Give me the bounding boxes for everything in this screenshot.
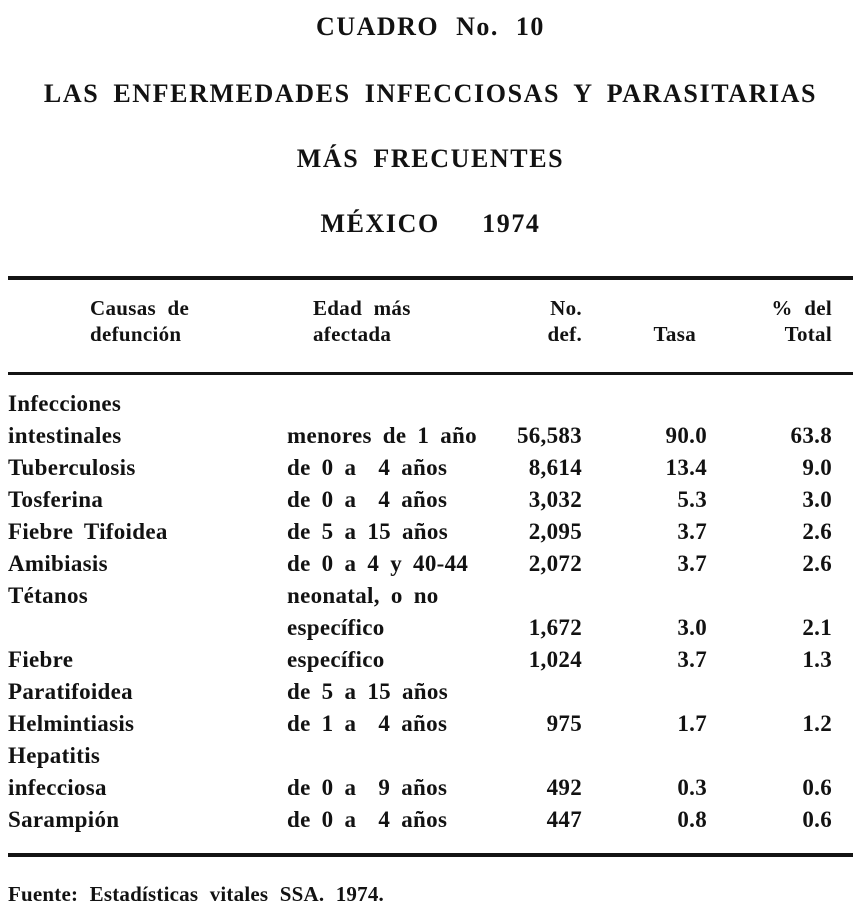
rate-cell: 3.7 — [677, 518, 707, 544]
table-row — [8, 420, 853, 452]
cause-cell: Paratifoidea — [8, 678, 133, 704]
age-cell: de 0 a 4 años — [287, 486, 448, 512]
column-header-age: Edad más afectada — [313, 295, 423, 346]
age-cell: específico — [287, 646, 385, 672]
rate-cell: 0.3 — [677, 774, 707, 800]
deaths-cell: 1,024 — [528, 646, 582, 672]
rate-cell: 1.7 — [677, 710, 707, 736]
table-body — [8, 375, 853, 853]
age-cell: de 5 a 15 años — [287, 678, 448, 704]
table-row — [8, 708, 853, 740]
deaths-cell: 1,672 — [528, 614, 582, 640]
table-row — [8, 740, 853, 772]
column-header-rate: Tasa — [653, 321, 696, 346]
table-row — [8, 676, 853, 708]
table-row — [8, 804, 853, 836]
table-header-row — [8, 280, 853, 372]
table-row — [8, 484, 853, 516]
pct-cell: 3.0 — [802, 486, 832, 512]
cause-cell: Tuberculosis — [8, 454, 136, 480]
age-cell: de 0 a 9 años — [287, 774, 448, 800]
deaths-cell: 3,032 — [528, 486, 582, 512]
statistics-table — [8, 276, 853, 857]
age-cell: menores de 1 año — [287, 422, 477, 448]
age-cell: específico — [287, 614, 385, 640]
source-note: Fuente: Estadísticas vitales SSA. 1974. — [8, 881, 384, 906]
pct-cell: 2.6 — [802, 550, 832, 576]
rate-cell: 90.0 — [665, 422, 707, 448]
table-row — [8, 548, 853, 580]
age-cell: neonatal, o no — [287, 582, 439, 608]
rate-cell: 3.0 — [677, 614, 707, 640]
pct-cell: 9.0 — [802, 454, 832, 480]
document-title-line-3: MÉXICO 1974 — [320, 209, 541, 238]
pct-cell: 1.3 — [802, 646, 832, 672]
deaths-cell: 2,095 — [528, 518, 582, 544]
table-number-heading: CUADRO No. 10 — [316, 12, 545, 41]
document-title-line-2: MÁS FRECUENTES — [296, 144, 565, 173]
table-row — [8, 580, 853, 612]
table-row — [8, 644, 853, 676]
age-cell: de 0 a 4 años — [287, 806, 448, 832]
cause-cell: Fiebre Tifoidea — [8, 518, 168, 544]
rate-cell: 3.7 — [677, 550, 707, 576]
table-row — [8, 388, 853, 420]
age-cell: de 5 a 15 años — [287, 518, 448, 544]
column-header-cause: Causas de defunción — [90, 295, 190, 346]
rate-cell: 0.8 — [677, 806, 707, 832]
deaths-cell: 492 — [546, 774, 582, 800]
pct-cell: 2.1 — [802, 614, 832, 640]
scanned-document-page — [0, 12, 860, 906]
cause-cell: intestinales — [8, 422, 122, 448]
deaths-cell: 975 — [546, 710, 582, 736]
table-row — [8, 772, 853, 804]
pct-cell: 2.6 — [802, 518, 832, 544]
column-header-pct: % del Total — [771, 295, 832, 346]
column-header-deaths: No. def. — [547, 295, 582, 346]
cause-cell: Tosferina — [8, 486, 104, 512]
pct-cell: 63.8 — [790, 422, 832, 448]
document-title — [8, 78, 853, 241]
deaths-cell: 56,583 — [516, 422, 582, 448]
pct-cell: 0.6 — [802, 774, 832, 800]
cause-cell: Helmintiasis — [8, 710, 135, 736]
table-row — [8, 452, 853, 484]
rate-cell: 3.7 — [677, 646, 707, 672]
age-cell: de 1 a 4 años — [287, 710, 448, 736]
cause-cell: Amibiasis — [8, 550, 108, 576]
deaths-cell: 2,072 — [528, 550, 582, 576]
pct-cell: 1.2 — [802, 710, 832, 736]
age-cell: de 0 a 4 años — [287, 454, 448, 480]
cause-cell: Hepatitis — [8, 742, 101, 768]
deaths-cell: 8,614 — [528, 454, 582, 480]
cause-cell: Sarampión — [8, 806, 120, 832]
rate-cell: 13.4 — [665, 454, 707, 480]
cause-cell: infecciosa — [8, 774, 107, 800]
table-row — [8, 516, 853, 548]
deaths-cell: 447 — [546, 806, 582, 832]
rate-cell: 5.3 — [677, 486, 707, 512]
cause-cell: Fiebre — [8, 646, 74, 672]
table-rule-bottom — [8, 853, 853, 857]
age-cell: de 0 a 4 y 40-44 — [287, 550, 469, 576]
document-title-line-1: LAS ENFERMEDADES INFECCIOSAS Y PARASITARIAS — [43, 79, 818, 108]
table-row — [8, 612, 853, 644]
cause-cell: Tétanos — [8, 582, 89, 608]
cause-cell: Infecciones — [8, 390, 122, 416]
pct-cell: 0.6 — [802, 806, 832, 832]
